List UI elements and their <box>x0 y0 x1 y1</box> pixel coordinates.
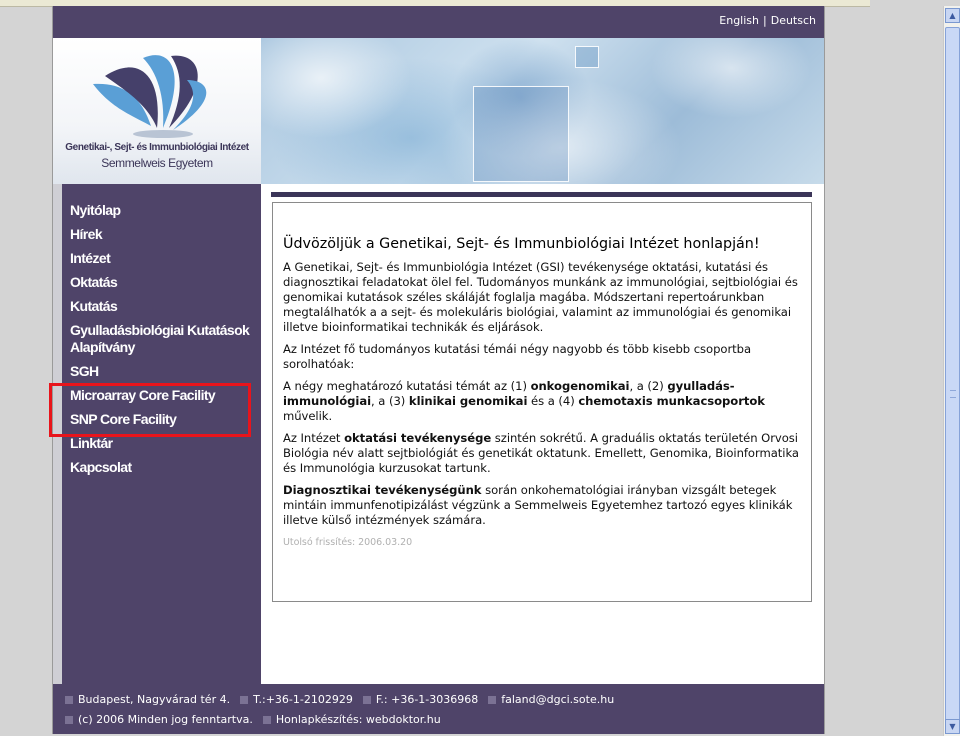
scroll-down-arrow-icon[interactable]: ▼ <box>945 719 960 734</box>
intro-paragraph: A Genetikai, Sejt- és Immunbiológia Intézet (GSI) tevékenysége oktatási, kutatási és diagnosztikai feladatokat ölel fel. Tudományos munkánk az immunológiai, sejtbiológiai és genomikai kutatások széles skáláját foglalja magába. Módszertani repertoárunkban megtalálhatók a a sejt- és molekuláris biológiai, valamint az immunológiai és genomikai illetve bioinformatikai technikák és eljárások. <box>283 260 798 334</box>
last-updated-text: Utolsó frissítés: 2006.03.20 <box>283 537 413 548</box>
scroll-up-arrow-icon[interactable]: ▲ <box>945 8 960 23</box>
footer <box>53 684 824 734</box>
nav-item-intezet[interactable]: Intézet <box>70 250 111 266</box>
research-topics-paragraph: A négy meghatározó kutatási témát az (1) onkogenomikai, a (2) gyulladás-immunológiai, a (3) klinikai genomikai és a (4) chemotaxis munkacsoportok művelik. <box>283 379 765 423</box>
footer-credit-link[interactable]: Honlapkészítés: webdoktor.hu <box>275 713 441 726</box>
diagnostics-paragraph: Diagnosztikai tevékenységünk során onkohematológiai irányban vizsgált betegek mintáin immunfenotipizálást végzünk a Semmelweis Egyetemhez tartozó egyes klinikák illetve külső intézmények számára. <box>283 483 793 527</box>
research-intro-paragraph: Az Intézet fő tudományos kutatási témái négy nagyobb és több kisebb csoportba sorolhatóak: <box>283 342 752 371</box>
nav-item-hirek[interactable]: Hírek <box>70 226 103 242</box>
nav-item-kutatas[interactable]: Kutatás <box>70 298 118 314</box>
footer-bullet-icon <box>240 696 248 704</box>
banner-square-large <box>473 86 569 182</box>
nav-item-kapcsolat[interactable]: Kapcsolat <box>70 459 132 475</box>
nav-item-gyulladasbiologiai[interactable]: Gyulladásbiológiai Kutatások Alapítvány <box>70 322 250 355</box>
lang-separator: | <box>763 14 767 27</box>
footer-bullet-icon <box>263 716 271 724</box>
lang-english-link[interactable]: English <box>719 14 759 27</box>
footer-copyright: (c) 2006 Minden jog fenntartva. <box>78 713 253 726</box>
footer-email-link[interactable]: faland@dgci.sote.hu <box>501 693 615 706</box>
main-content <box>272 202 812 602</box>
lang-deutsch-link[interactable]: Deutsch <box>770 14 816 27</box>
content-top-bar <box>271 192 812 197</box>
nav-item-linktar[interactable]: Linktár <box>70 435 113 451</box>
institute-logo-icon <box>83 46 233 141</box>
sidebar-edge-strip <box>53 184 62 684</box>
footer-contact-row <box>65 693 624 706</box>
banner-square-small <box>575 46 599 68</box>
scrollbar-thumb[interactable] <box>945 27 960 727</box>
footer-phone: T.:+36-1-2102929 <box>253 693 353 706</box>
language-bar <box>53 6 824 38</box>
university-name: Semmelweis Egyetem <box>101 156 213 170</box>
footer-bullet-icon <box>65 696 73 704</box>
header-banner-image <box>261 38 824 184</box>
logo-area[interactable] <box>53 38 261 184</box>
header <box>53 38 824 184</box>
sidebar-gap <box>261 184 271 684</box>
nav-item-nyitolap[interactable]: Nyitólap <box>70 202 121 218</box>
footer-bullet-icon <box>363 696 371 704</box>
footer-bullet-icon <box>488 696 496 704</box>
footer-fax: F.: +36-1-3036968 <box>375 693 479 706</box>
nav-item-sgh[interactable]: SGH <box>70 363 99 379</box>
footer-credits-row <box>65 713 451 726</box>
footer-bullet-icon <box>65 716 73 724</box>
education-paragraph: Az Intézet oktatási tevékenysége szintén sokrétű. A graduális oktatás területén Orvosi Biológia név alatt sejtbiológiát és genetikát oktatunk. Emellett, Genomika, Bioinformatika és Immunológia kurzusokat tartunk. <box>283 431 799 475</box>
institute-name: Genetikai-, Sejt- és Immunbiológiai Intézet <box>65 142 249 153</box>
nav-item-microarray[interactable]: Microarray Core Facility <box>70 387 216 403</box>
page-title: Üdvözöljük a Genetikai, Sejt- és Immunbiológiai Intézet honlapján! <box>283 236 760 252</box>
sidebar-nav <box>62 184 261 684</box>
language-switcher <box>719 14 816 27</box>
scrollbar-grip <box>950 390 956 398</box>
nav-menu <box>62 199 261 480</box>
nav-item-snp[interactable]: SNP Core Facility <box>70 411 177 427</box>
nav-item-oktatas[interactable]: Oktatás <box>70 274 118 290</box>
vertical-scrollbar[interactable] <box>943 6 960 736</box>
page-container <box>52 6 825 734</box>
footer-address: Budapest, Nagyvárad tér 4. <box>78 693 231 706</box>
